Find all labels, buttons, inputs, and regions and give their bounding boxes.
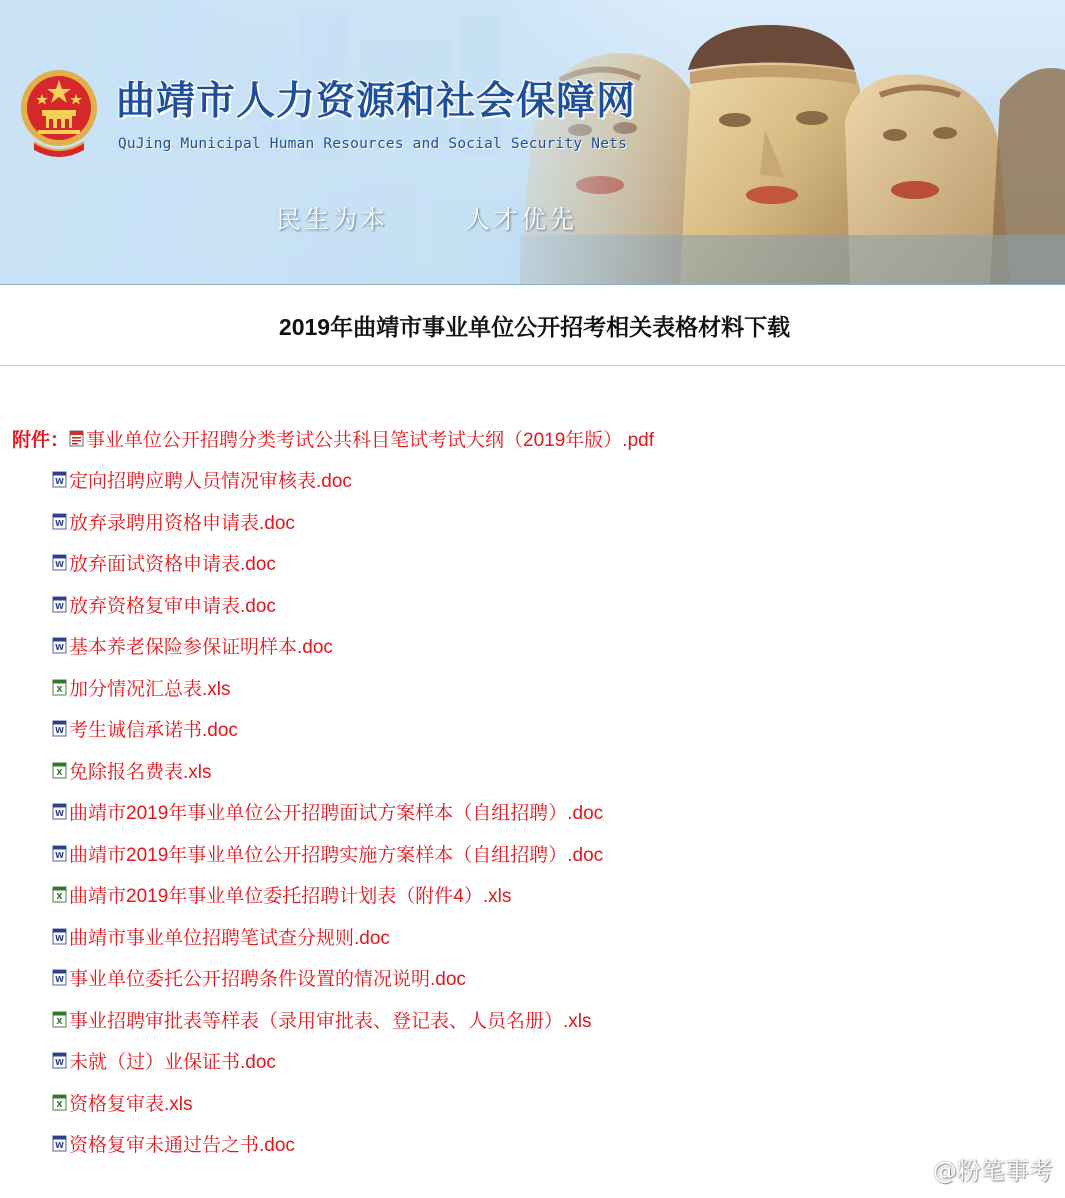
pdf-icon[interactable] [69,430,85,447]
weibo-logo-icon [895,1155,929,1183]
attachment-link[interactable]: 放弃录聘用资格申请表.doc [69,512,295,534]
svg-text:W: W [55,1058,64,1067]
attachment-row [52,714,238,744]
excel-xls-icon[interactable] [52,886,68,903]
attachment-link[interactable]: 曲靖市事业单位招聘笔试查分规则.doc [69,927,390,949]
attachment-prefix-label: 附件： [12,429,70,451]
attachment-row [52,755,212,785]
word-doc-icon[interactable] [52,1135,68,1152]
excel-xls-icon[interactable] [52,679,68,696]
attachment-row [52,465,352,495]
watermark [895,1151,1053,1186]
article-title-bar [0,286,1065,366]
excel-xls-icon[interactable] [52,762,68,779]
svg-text:X: X [56,684,63,694]
attachment-link[interactable]: 定向招聘应聘人员情况审核表.doc [69,471,352,492]
attachment-row [52,797,603,827]
word-doc-icon[interactable] [52,928,68,945]
site-subtitle: QuJing Municipal Human Resources and Social Security Nets [118,136,627,152]
attachment-row [52,631,333,661]
word-doc-icon[interactable] [52,637,68,654]
attachment-row [52,548,276,578]
attachment-link[interactable]: 事业招聘审批表等样表（录用审批表、登记表、人员名册）.xls [69,1010,592,1032]
site-banner [0,0,1065,285]
svg-text:W: W [55,975,64,984]
svg-text:W: W [55,1141,64,1150]
word-doc-icon[interactable] [52,1052,68,1069]
slogan-talent-first: 人才优先 [465,205,578,234]
word-doc-icon[interactable] [52,554,68,571]
article-title: 2019年曲靖市事业单位公开招考相关表格材料下载 [278,314,791,340]
svg-text:X: X [56,767,63,777]
attachment-link[interactable]: 事业单位公开招聘分类考试公共科目笔试考试大纲（2019年版）.pdf [86,429,654,451]
excel-xls-icon[interactable] [52,1011,68,1028]
attachment-link[interactable]: 放弃面试资格申请表.doc [69,554,276,575]
excel-xls-icon[interactable] [52,1094,68,1111]
word-doc-icon[interactable] [52,471,68,488]
attachment-link[interactable]: 资格复审表.xls [69,1093,193,1115]
svg-text:W: W [55,726,64,735]
attachment-link[interactable]: 放弃资格复审申请表.doc [69,595,276,617]
svg-text:W: W [55,601,64,611]
word-doc-icon[interactable] [52,845,68,862]
attachment-row [52,963,466,993]
attachment-link[interactable]: 加分情况汇总表.xls [69,678,231,700]
svg-text:W: W [55,477,64,486]
attachment-row [52,1046,276,1076]
svg-text:W: W [55,809,64,818]
attachment-row [52,1129,295,1159]
word-doc-icon[interactable] [52,803,68,820]
national-emblem-icon [18,66,100,160]
svg-text:X: X [56,1016,63,1026]
attachment-row [52,672,231,702]
slogan-people-first: 民生为本 [276,205,389,234]
svg-text:W: W [55,518,64,528]
svg-text:W: W [55,560,64,569]
site-title: 曲靖市人力资源和社会保障网 [116,78,637,124]
attachment-link[interactable]: 事业单位委托公开招聘条件设置的情况说明.doc [69,969,466,990]
attachment-row [52,1004,592,1034]
attachment-link[interactable]: 曲靖市2019年事业单位公开招聘面试方案样本（自组招聘）.doc [69,803,604,824]
attachment-row [12,423,654,453]
attachment-link[interactable]: 未就（过）业保证书.doc [69,1052,276,1073]
watermark-text: @粉笔事考 [933,1157,1053,1185]
attachment-row [52,506,295,536]
attachment-link[interactable]: 资格复审未通过告之书.doc [69,1135,295,1156]
attachment-link[interactable]: 考生诚信承诺书.doc [69,720,238,741]
attachment-link[interactable]: 基本养老保险参保证明样本.doc [69,637,333,658]
svg-text:W: W [55,850,64,860]
word-doc-icon[interactable] [52,596,68,613]
attachment-row [52,880,511,910]
attachment-row [52,838,603,868]
attachment-link[interactable]: 免除报名费表.xls [69,761,212,783]
attachment-link[interactable]: 曲靖市2019年事业单位委托招聘计划表（附件4）.xls [69,886,512,907]
word-doc-icon[interactable] [52,513,68,530]
svg-text:X: X [56,892,63,901]
attachment-row [52,589,276,619]
svg-text:W: W [55,933,64,943]
svg-text:W: W [55,643,64,652]
word-doc-icon[interactable] [52,969,68,986]
attachment-row [52,1087,193,1117]
attachment-row [52,921,390,951]
word-doc-icon[interactable] [52,720,68,737]
attachment-link[interactable]: 曲靖市2019年事业单位公开招聘实施方案样本（自组招聘）.doc [69,844,604,866]
svg-text:X: X [56,1099,63,1109]
